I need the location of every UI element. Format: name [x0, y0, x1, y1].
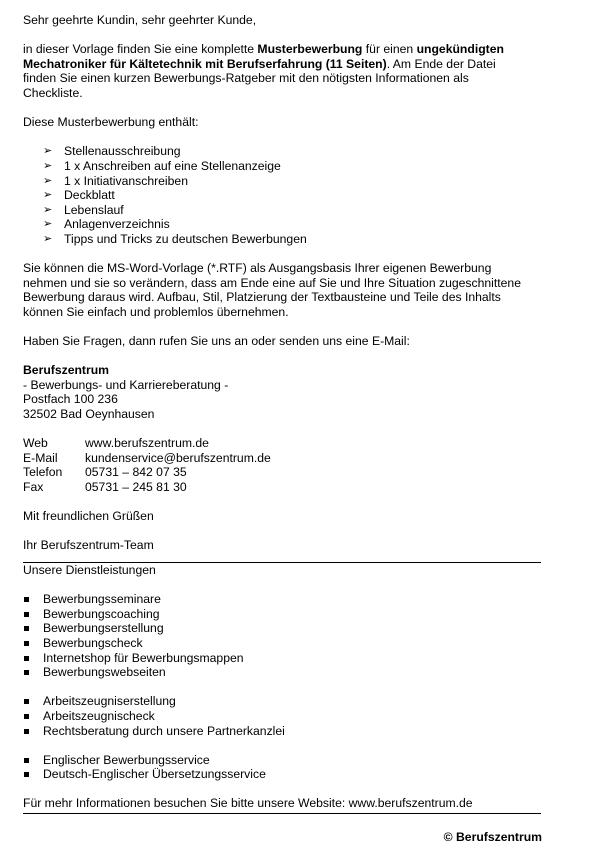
square-bullet-icon [24, 612, 29, 617]
list-item [23, 144, 543, 159]
list-item [23, 651, 543, 666]
square-bullet-icon [24, 714, 29, 719]
list-item [23, 159, 543, 174]
list-item-label: Bewerbungscheck [43, 635, 143, 650]
list-item-label: 1 x Initiativanschreiben [64, 173, 188, 188]
list-item-label: Bewerbungsseminare [43, 592, 161, 607]
list-item [23, 203, 543, 218]
org-name: Berufszentrum [23, 363, 110, 378]
square-bullet-icon [24, 772, 29, 777]
list-item [23, 724, 543, 739]
org-postbox: Postfach 100 236 [23, 392, 118, 407]
square-bullet-icon [24, 597, 29, 602]
list-item-label: Lebenslauf [64, 202, 124, 217]
arrow-bullet-icon: ➢ [43, 159, 53, 172]
intro-text: in dieser Vorlage finden Sie eine komplette [23, 42, 258, 57]
copyright: © Berufszentrum [443, 830, 542, 844]
contact-label: E-Mail [23, 450, 58, 465]
arrow-bullet-icon: ➢ [43, 232, 53, 245]
contents-list [23, 144, 543, 246]
signature: Ihr Berufszentrum-Team [23, 538, 154, 553]
contact-value: 05731 – 245 81 30 [85, 480, 187, 494]
list-item [23, 767, 543, 782]
intro-bold-ungekuendigt: ungekündigten [416, 42, 504, 57]
usage-paragraph [23, 261, 543, 319]
intro-text: . Am Ende der Datei [386, 56, 496, 71]
services-list-reference [23, 694, 543, 738]
usage-line: können Sie einfach und problemlos übernehmen. [23, 304, 289, 319]
intro-bold-musterbewerbung: Musterbewerbung [257, 42, 363, 57]
list-item-label: Englischer Bewerbungsservice [43, 752, 210, 767]
list-item-label: Rechtsberatung durch unsere Partnerkanzlei [43, 723, 285, 738]
list-item [23, 592, 543, 607]
square-bullet-icon [24, 729, 29, 734]
list-item-label: Deutsch-Englischer Übersetzungsservice [43, 767, 266, 782]
contact-label: Telefon [23, 465, 63, 480]
usage-line: Bewerbung daraus wird. Aufbau, Stil, Platzierung der Textbausteine und Teile des Inhalts [23, 290, 501, 305]
list-item [23, 694, 543, 709]
org-city: 32502 Bad Oeynhausen [23, 407, 155, 422]
usage-line: nehmen und sie so verändern, dass am Ende eine auf Sie und Ihre Situation zugeschnittene [23, 275, 521, 290]
arrow-bullet-icon: ➢ [43, 218, 53, 231]
greeting: Sehr geehrte Kundin, sehr geehrter Kunde, [23, 13, 257, 27]
list-item-label: Bewerbungswebseiten [43, 665, 166, 680]
questions-text: Haben Sie Fragen, dann rufen Sie uns an oder senden uns eine E-Mail: [23, 334, 410, 349]
list-item-label: Arbeitszeugnischeck [43, 708, 155, 723]
services-list-english [23, 753, 543, 782]
list-item [23, 232, 543, 247]
contact-table [23, 436, 543, 494]
list-item [23, 217, 543, 232]
list-item-label: Internetshop für Bewerbungsmappen [43, 650, 244, 665]
closing: Mit freundlichen Grüßen [23, 509, 154, 524]
arrow-bullet-icon: ➢ [43, 145, 53, 158]
divider [23, 813, 541, 814]
square-bullet-icon [24, 699, 29, 704]
list-item [23, 665, 543, 680]
list-item [23, 709, 543, 724]
document-page [23, 0, 543, 814]
usage-line: Sie können die MS-Word-Vorlage (*.RTF) als Ausgangsbasis Ihrer eigenen Bewerbung [23, 261, 492, 276]
list-item-label: 1 x Anschreiben auf eine Stellenanzeige [64, 158, 281, 173]
intro-text: für einen [362, 42, 417, 57]
list-item-label: Tipps und Tricks zu deutschen Bewerbungen [64, 231, 307, 246]
list-item-label: Bewerbungserstellung [43, 621, 164, 636]
arrow-bullet-icon: ➢ [43, 203, 53, 216]
intro-paragraph [23, 42, 543, 100]
list-item-label: Bewerbungscoaching [43, 606, 160, 621]
square-bullet-icon [24, 656, 29, 661]
list-item-label: Arbeitszeugniserstellung [43, 694, 176, 709]
contact-value: 05731 – 842 07 35 [85, 465, 187, 480]
square-bullet-icon [24, 626, 29, 631]
intro-bold-job-title: Mechatroniker für Kältetechnik mit Berufserfahrung (11 Seiten) [23, 56, 387, 71]
intro-text: Checkliste. [23, 85, 83, 100]
square-bullet-icon [24, 758, 29, 763]
org-subtitle: - Bewerbungs- und Karriereberatung - [23, 377, 229, 392]
more-info-text: Für mehr Informationen besuchen Sie bitte unsere Website: www.berufszentrum.de [23, 796, 473, 811]
list-item [23, 174, 543, 189]
contact-value: kundenservice@berufszentrum.de [85, 450, 271, 465]
list-item [23, 753, 543, 768]
arrow-bullet-icon: ➢ [43, 174, 53, 187]
list-item [23, 607, 543, 622]
list-item [23, 636, 543, 651]
list-item [23, 621, 543, 636]
list-item-label: Stellenausschreibung [64, 144, 181, 159]
contact-label: Fax [23, 480, 44, 494]
contact-value: www.berufszentrum.de [85, 436, 209, 451]
square-bullet-icon [24, 670, 29, 675]
address-block [23, 363, 543, 421]
arrow-bullet-icon: ➢ [43, 189, 53, 202]
list-item-label: Deckblatt [64, 188, 115, 203]
list-item [23, 188, 543, 203]
contact-label: Web [23, 436, 48, 451]
square-bullet-icon [24, 641, 29, 646]
intro-text: finden Sie einen kurzen Bewerbungs-Ratgeber mit den nötigsten Informationen als [23, 71, 469, 86]
services-heading: Unsere Dienstleistungen [23, 562, 156, 577]
contents-heading: Diese Musterbewerbung enthält: [23, 115, 199, 130]
list-item-label: Anlagenverzeichnis [64, 217, 170, 232]
services-list-application [23, 592, 543, 680]
